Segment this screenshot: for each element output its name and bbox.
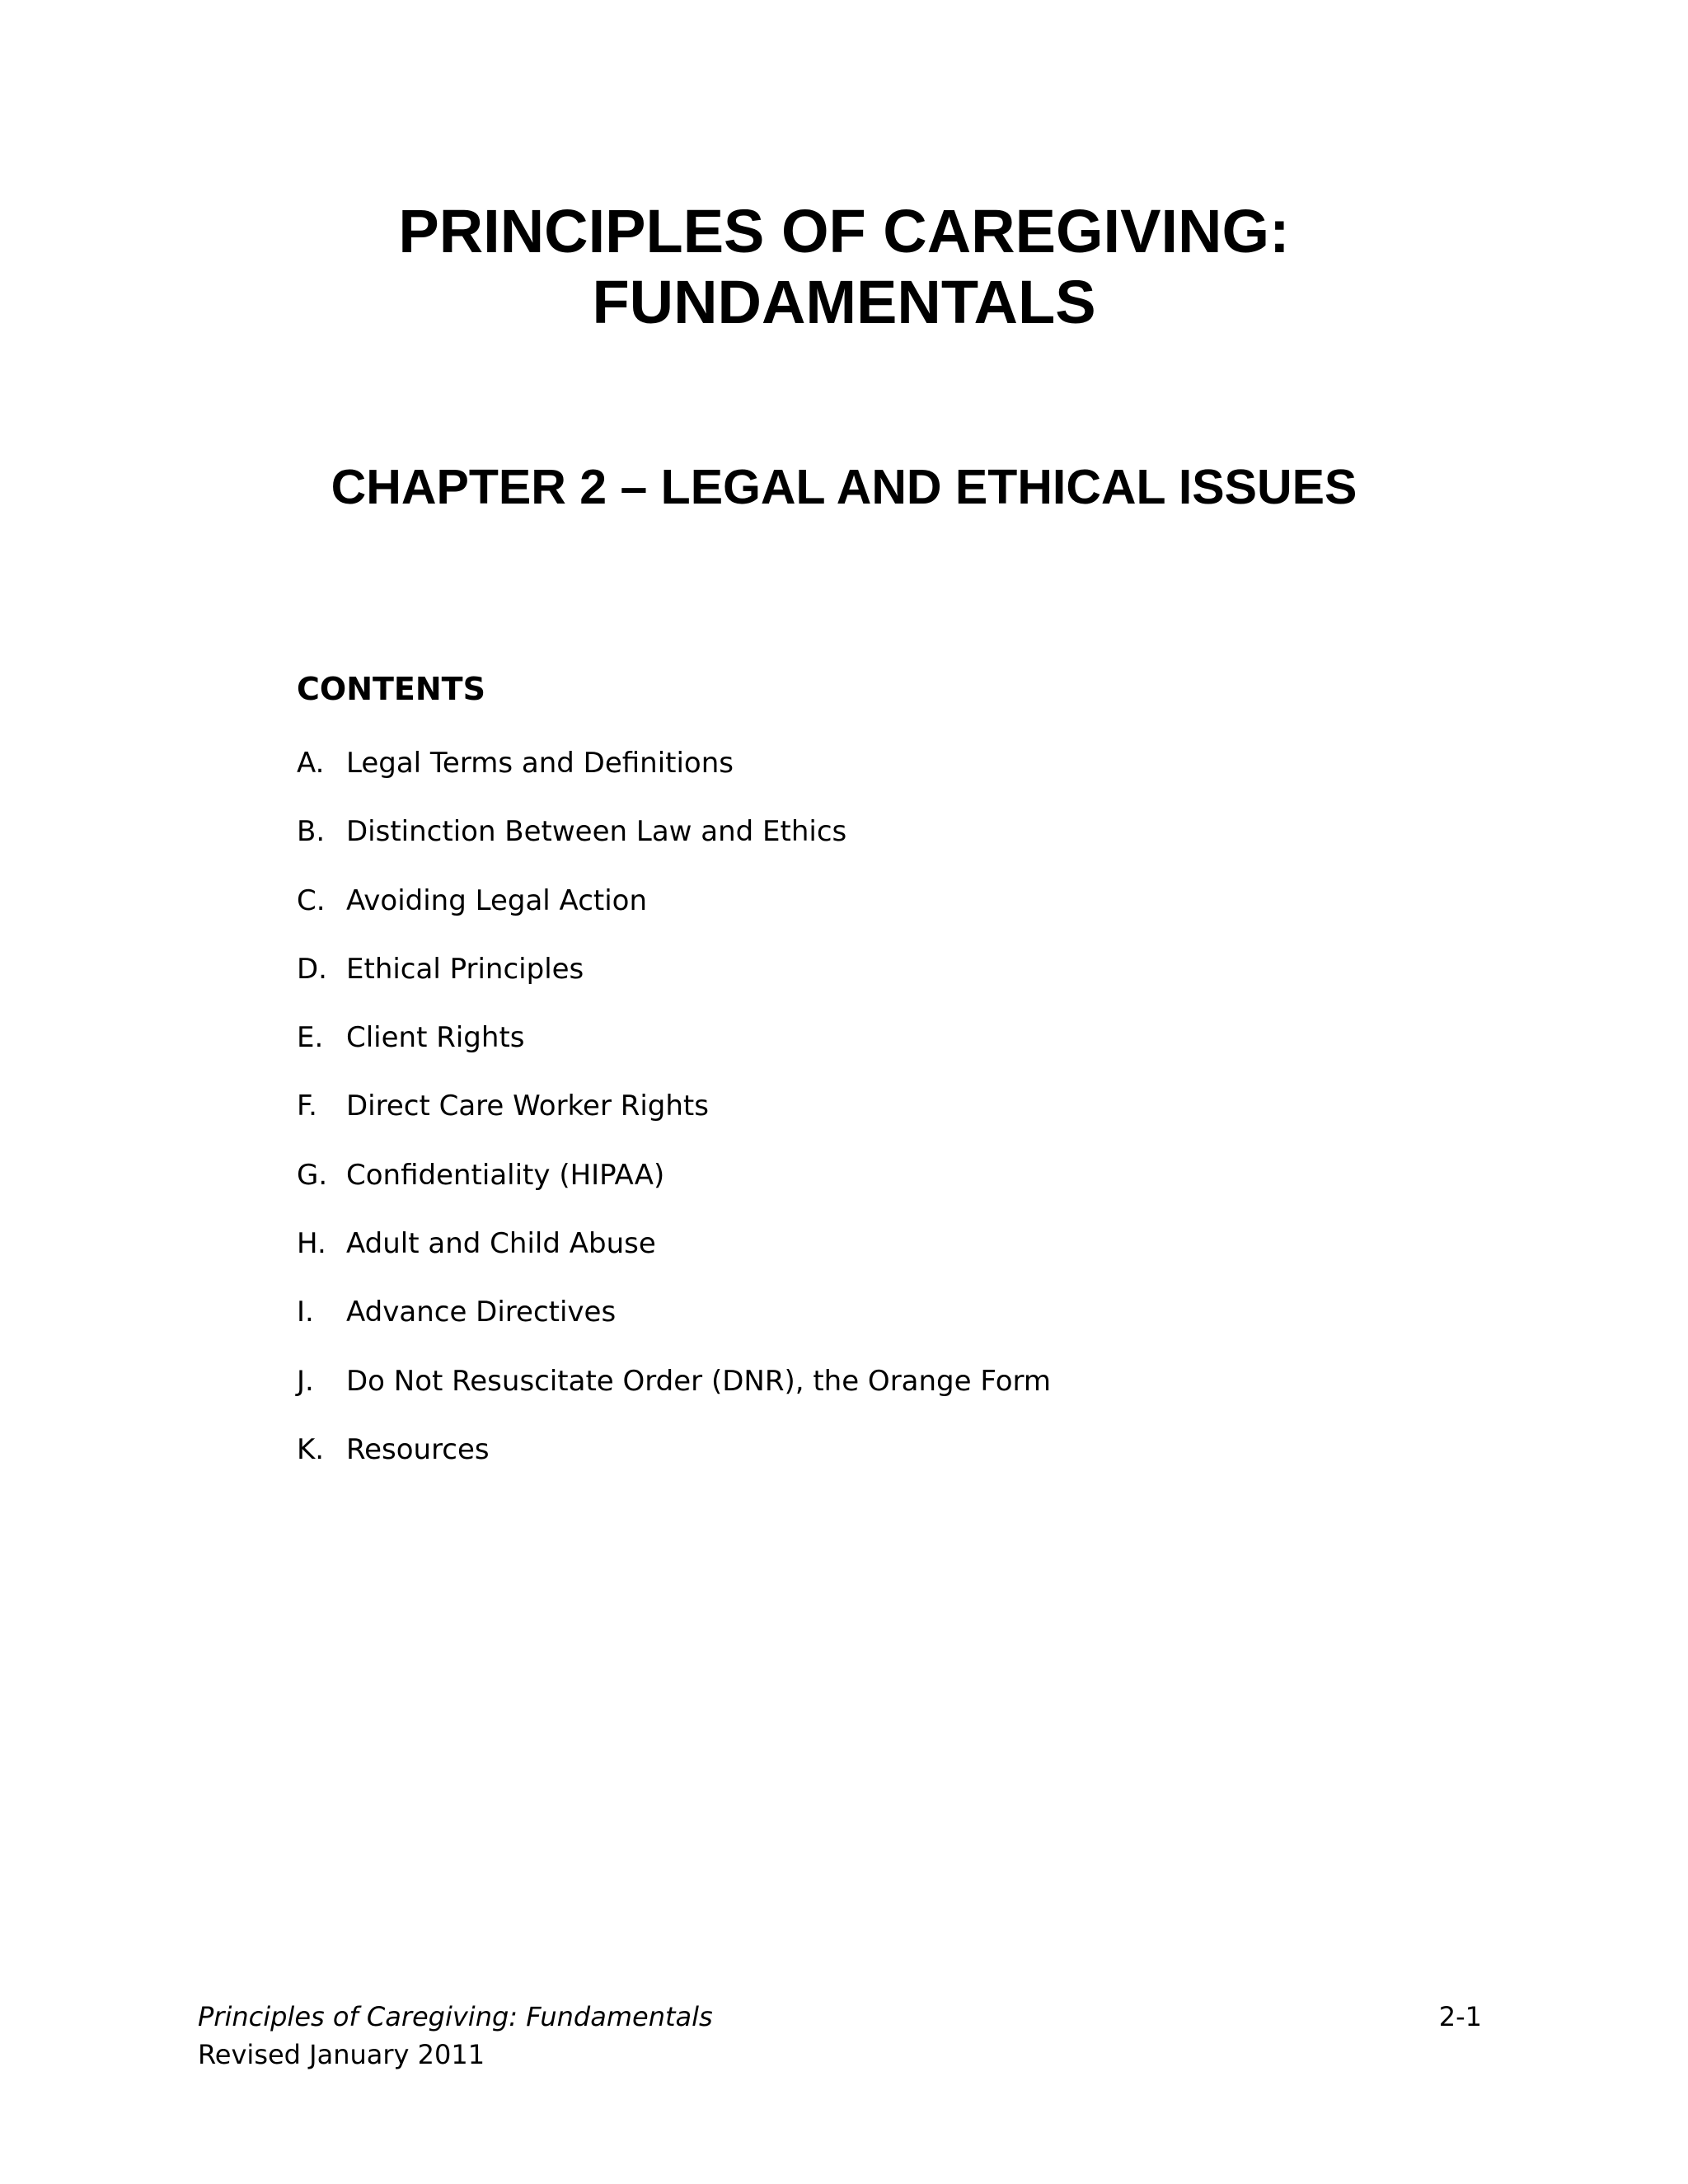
toc-item (297, 1361, 1051, 1430)
toc-letter: J. (297, 1364, 314, 1398)
title-line-1: PRINCIPLES OF CAREGIVING: (398, 197, 1290, 265)
toc-letter: K. (297, 1432, 325, 1466)
toc-letter: G. (297, 1158, 328, 1192)
toc-item (297, 1224, 1051, 1292)
toc-item (297, 1155, 1051, 1224)
toc-item (297, 1086, 1051, 1155)
toc-label: Legal Terms and Definitions (346, 747, 734, 780)
toc-letter: A. (297, 747, 325, 780)
toc-label: Client Rights (346, 1021, 525, 1055)
toc-label: Do Not Resuscitate Order (DNR), the Orange Form (346, 1364, 1052, 1398)
toc-label: Confidentiality (HIPAA) (346, 1158, 665, 1192)
toc-label: Direct Care Worker Rights (346, 1090, 709, 1123)
footer (198, 1998, 713, 2074)
toc-label: Avoiding Legal Action (346, 883, 648, 917)
title-line-2: FUNDAMENTALS (592, 268, 1096, 336)
toc-letter: B. (297, 815, 326, 849)
toc-letter: F. (297, 1090, 317, 1123)
toc-item (297, 881, 1051, 949)
toc-item (297, 812, 1051, 880)
toc-letter: I. (297, 1296, 314, 1329)
footer-title: Principles of Caregiving: Fundamentals (198, 2001, 713, 2032)
toc-label: Adult and Child Abuse (346, 1227, 656, 1261)
toc-letter: D. (297, 952, 327, 986)
toc-letter: E. (297, 1021, 324, 1055)
footer-revised-date: Revised January 2011 (198, 2039, 485, 2070)
toc-letter: C. (297, 883, 326, 917)
chapter-heading: CHAPTER 2 – LEGAL AND ETHICAL ISSUES (331, 460, 1357, 514)
toc-label: Resources (346, 1432, 490, 1466)
toc-label: Advance Directives (346, 1296, 617, 1329)
toc-item (297, 1018, 1051, 1086)
toc-letter: H. (297, 1227, 326, 1261)
toc-label: Ethical Principles (346, 952, 584, 986)
toc-item (297, 1292, 1051, 1361)
page-number: 2-1 (1438, 2001, 1482, 2032)
toc-item (297, 743, 1051, 812)
table-of-contents (297, 743, 1051, 1498)
contents-heading: CONTENTS (297, 671, 485, 707)
toc-item (297, 1430, 1051, 1498)
toc-item (297, 949, 1051, 1018)
toc-label: Distinction Between Law and Ethics (346, 815, 847, 849)
document-title (0, 196, 1688, 338)
